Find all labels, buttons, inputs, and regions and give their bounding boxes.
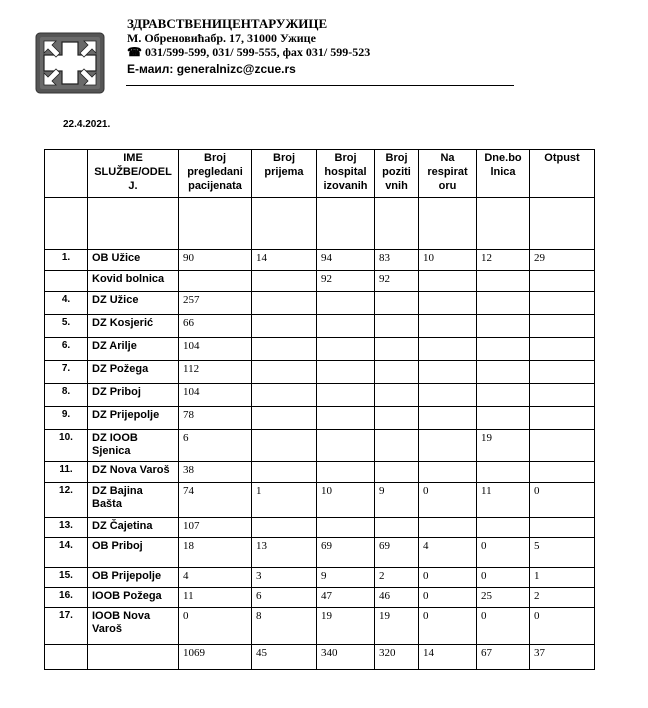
value-cell: 0 xyxy=(477,538,530,568)
value-cell: 90 xyxy=(179,250,252,271)
unit-name-cell: OB Prijepolje xyxy=(88,568,179,588)
value-cell xyxy=(252,271,317,292)
value-cell xyxy=(419,271,477,292)
value-cell: 74 xyxy=(179,483,252,518)
unit-name-cell: DZ Užice xyxy=(88,292,179,315)
unit-name-cell: DZ Čajetina xyxy=(88,518,179,538)
value-cell: 66 xyxy=(179,315,252,338)
value-cell: 4 xyxy=(419,538,477,568)
value-cell xyxy=(375,198,419,250)
value-cell: 257 xyxy=(179,292,252,315)
table-row xyxy=(45,292,595,315)
value-cell xyxy=(252,315,317,338)
value-cell xyxy=(375,292,419,315)
table-row xyxy=(45,568,595,588)
value-cell xyxy=(317,407,375,430)
value-cell: 9 xyxy=(317,568,375,588)
value-cell: 46 xyxy=(375,588,419,608)
value-cell xyxy=(530,462,595,483)
value-cell xyxy=(530,271,595,292)
organization-email: Е-маил: generalnizc@zcue.rs xyxy=(127,62,296,76)
value-cell: 5 xyxy=(530,538,595,568)
table-row xyxy=(45,645,595,670)
unit-name-cell: OB Priboj xyxy=(88,538,179,568)
table-row xyxy=(45,384,595,407)
value-cell xyxy=(252,338,317,361)
value-cell xyxy=(375,462,419,483)
value-cell xyxy=(252,430,317,462)
value-cell xyxy=(317,198,375,250)
table-row xyxy=(45,483,595,518)
value-cell: 0 xyxy=(179,608,252,645)
value-cell: 0 xyxy=(477,608,530,645)
value-cell: 0 xyxy=(530,608,595,645)
letterhead xyxy=(0,0,648,110)
organization-phone xyxy=(127,45,370,60)
value-cell xyxy=(419,361,477,384)
value-cell: 67 xyxy=(477,645,530,670)
col-header-hospitalized: Broj hospital izovanih xyxy=(317,150,375,198)
table-row xyxy=(45,198,595,250)
value-cell xyxy=(530,518,595,538)
value-cell xyxy=(530,198,595,250)
unit-name-cell: DZ IOOB Sjenica xyxy=(88,430,179,462)
value-cell: 14 xyxy=(419,645,477,670)
row-number-cell: 15. xyxy=(45,568,88,588)
value-cell xyxy=(419,198,477,250)
value-cell: 340 xyxy=(317,645,375,670)
value-cell: 14 xyxy=(252,250,317,271)
value-cell xyxy=(375,407,419,430)
table-row xyxy=(45,407,595,430)
value-cell xyxy=(375,430,419,462)
value-cell xyxy=(252,384,317,407)
row-number-cell xyxy=(45,271,88,292)
value-cell: 92 xyxy=(375,271,419,292)
value-cell xyxy=(375,361,419,384)
value-cell xyxy=(477,315,530,338)
value-cell xyxy=(317,462,375,483)
health-cross-arrows-icon xyxy=(35,32,105,94)
value-cell xyxy=(252,361,317,384)
value-cell: 0 xyxy=(419,608,477,645)
value-cell: 69 xyxy=(375,538,419,568)
value-cell: 107 xyxy=(179,518,252,538)
value-cell: 0 xyxy=(419,483,477,518)
row-number-cell xyxy=(45,198,88,250)
value-cell: 320 xyxy=(375,645,419,670)
value-cell: 38 xyxy=(179,462,252,483)
value-cell xyxy=(252,292,317,315)
table-row xyxy=(45,462,595,483)
value-cell xyxy=(530,292,595,315)
value-cell: 2 xyxy=(375,568,419,588)
value-cell xyxy=(477,198,530,250)
value-cell xyxy=(375,518,419,538)
value-cell: 12 xyxy=(477,250,530,271)
table-row xyxy=(45,315,595,338)
value-cell xyxy=(530,407,595,430)
value-cell xyxy=(179,198,252,250)
organization-address: М. Обреновићабр. 17, 31000 Ужице xyxy=(127,31,316,45)
value-cell: 29 xyxy=(530,250,595,271)
table-row xyxy=(45,588,595,608)
value-cell xyxy=(530,430,595,462)
value-cell xyxy=(179,271,252,292)
value-cell xyxy=(375,315,419,338)
report-table xyxy=(44,149,595,670)
row-number-cell: 9. xyxy=(45,407,88,430)
value-cell: 0 xyxy=(419,568,477,588)
value-cell xyxy=(317,315,375,338)
unit-name-cell: IOOB Nova Varoš xyxy=(88,608,179,645)
unit-name-cell xyxy=(88,645,179,670)
col-header-number xyxy=(45,150,88,198)
value-cell xyxy=(419,292,477,315)
row-number-cell: 16. xyxy=(45,588,88,608)
value-cell xyxy=(477,407,530,430)
value-cell xyxy=(477,384,530,407)
value-cell xyxy=(530,384,595,407)
value-cell: 69 xyxy=(317,538,375,568)
value-cell xyxy=(477,518,530,538)
col-header-discharged: Otpust xyxy=(530,150,595,198)
table-row xyxy=(45,430,595,462)
table-header-row xyxy=(45,150,595,198)
table-row xyxy=(45,338,595,361)
unit-name-cell: DZ Bajina Bašta xyxy=(88,483,179,518)
value-cell: 0 xyxy=(477,568,530,588)
row-number-cell: 1. xyxy=(45,250,88,271)
value-cell xyxy=(477,292,530,315)
value-cell: 1 xyxy=(252,483,317,518)
table-row xyxy=(45,518,595,538)
table-row xyxy=(45,361,595,384)
header-divider xyxy=(126,85,514,86)
phone-numbers: 031/599-599, 031/ 599-555, фах 031/ 599-523 xyxy=(144,45,371,59)
unit-name-cell: DZ Kosjerić xyxy=(88,315,179,338)
row-number-cell: 12. xyxy=(45,483,88,518)
value-cell: 94 xyxy=(317,250,375,271)
value-cell: 6 xyxy=(179,430,252,462)
col-header-admissions: Broj prijema xyxy=(252,150,317,198)
row-number-cell: 7. xyxy=(45,361,88,384)
value-cell xyxy=(419,315,477,338)
row-number-cell: 13. xyxy=(45,518,88,538)
value-cell: 19 xyxy=(317,608,375,645)
value-cell xyxy=(530,361,595,384)
row-number-cell: 8. xyxy=(45,384,88,407)
unit-name-cell xyxy=(88,198,179,250)
value-cell xyxy=(252,407,317,430)
value-cell: 104 xyxy=(179,384,252,407)
table-body xyxy=(45,198,595,670)
organization-name: ЗДРАВСТВЕНИЦЕНТАРУЖИЦЕ xyxy=(127,16,328,31)
col-header-day-hospital: Dne.bo lnica xyxy=(477,150,530,198)
value-cell xyxy=(419,430,477,462)
phone-icon: ☎ xyxy=(127,45,142,59)
value-cell: 19 xyxy=(375,608,419,645)
value-cell xyxy=(419,384,477,407)
unit-name-cell: DZ Priboj xyxy=(88,384,179,407)
value-cell xyxy=(477,338,530,361)
unit-name-cell: DZ Požega xyxy=(88,361,179,384)
value-cell xyxy=(252,518,317,538)
report-date: 22.4.2021. xyxy=(63,119,111,130)
value-cell xyxy=(317,384,375,407)
value-cell: 10 xyxy=(419,250,477,271)
value-cell: 47 xyxy=(317,588,375,608)
value-cell: 6 xyxy=(252,588,317,608)
unit-name-cell: IOOB Požega xyxy=(88,588,179,608)
value-cell xyxy=(317,338,375,361)
col-header-respirator: Na respirat oru xyxy=(419,150,477,198)
value-cell: 2 xyxy=(530,588,595,608)
value-cell xyxy=(419,338,477,361)
value-cell: 25 xyxy=(477,588,530,608)
value-cell xyxy=(317,292,375,315)
value-cell xyxy=(317,518,375,538)
value-cell: 18 xyxy=(179,538,252,568)
value-cell: 4 xyxy=(179,568,252,588)
value-cell: 11 xyxy=(477,483,530,518)
value-cell xyxy=(252,462,317,483)
row-number-cell xyxy=(45,645,88,670)
unit-name-cell: DZ Arilje xyxy=(88,338,179,361)
value-cell: 45 xyxy=(252,645,317,670)
value-cell xyxy=(419,407,477,430)
table-row xyxy=(45,608,595,645)
value-cell xyxy=(419,518,477,538)
unit-name-cell: OB Užice xyxy=(88,250,179,271)
value-cell: 8 xyxy=(252,608,317,645)
value-cell: 1 xyxy=(530,568,595,588)
value-cell: 104 xyxy=(179,338,252,361)
value-cell: 3 xyxy=(252,568,317,588)
value-cell xyxy=(252,198,317,250)
value-cell xyxy=(530,315,595,338)
value-cell: 0 xyxy=(419,588,477,608)
value-cell xyxy=(477,271,530,292)
value-cell xyxy=(477,361,530,384)
col-header-positive: Broj poziti vnih xyxy=(375,150,419,198)
value-cell xyxy=(530,338,595,361)
value-cell: 0 xyxy=(530,483,595,518)
unit-name-cell: DZ Nova Varoš xyxy=(88,462,179,483)
row-number-cell: 4. xyxy=(45,292,88,315)
value-cell: 92 xyxy=(317,271,375,292)
value-cell: 78 xyxy=(179,407,252,430)
row-number-cell: 6. xyxy=(45,338,88,361)
value-cell xyxy=(317,430,375,462)
value-cell: 83 xyxy=(375,250,419,271)
value-cell: 1069 xyxy=(179,645,252,670)
table-row xyxy=(45,271,595,292)
unit-name-cell: Kovid bolnica xyxy=(88,271,179,292)
value-cell xyxy=(317,361,375,384)
table-row xyxy=(45,250,595,271)
value-cell xyxy=(477,462,530,483)
col-header-name: IME SLUŽBE/ODEL J. xyxy=(88,150,179,198)
value-cell: 13 xyxy=(252,538,317,568)
table-row xyxy=(45,538,595,568)
value-cell: 37 xyxy=(530,645,595,670)
col-header-examined: Broj pregledani pacijenata xyxy=(179,150,252,198)
row-number-cell: 14. xyxy=(45,538,88,568)
value-cell xyxy=(375,384,419,407)
row-number-cell: 17. xyxy=(45,608,88,645)
row-number-cell: 11. xyxy=(45,462,88,483)
row-number-cell: 5. xyxy=(45,315,88,338)
value-cell xyxy=(375,338,419,361)
value-cell xyxy=(419,462,477,483)
row-number-cell: 10. xyxy=(45,430,88,462)
value-cell: 11 xyxy=(179,588,252,608)
value-cell: 9 xyxy=(375,483,419,518)
value-cell: 10 xyxy=(317,483,375,518)
value-cell: 19 xyxy=(477,430,530,462)
value-cell: 112 xyxy=(179,361,252,384)
unit-name-cell: DZ Prijepolje xyxy=(88,407,179,430)
